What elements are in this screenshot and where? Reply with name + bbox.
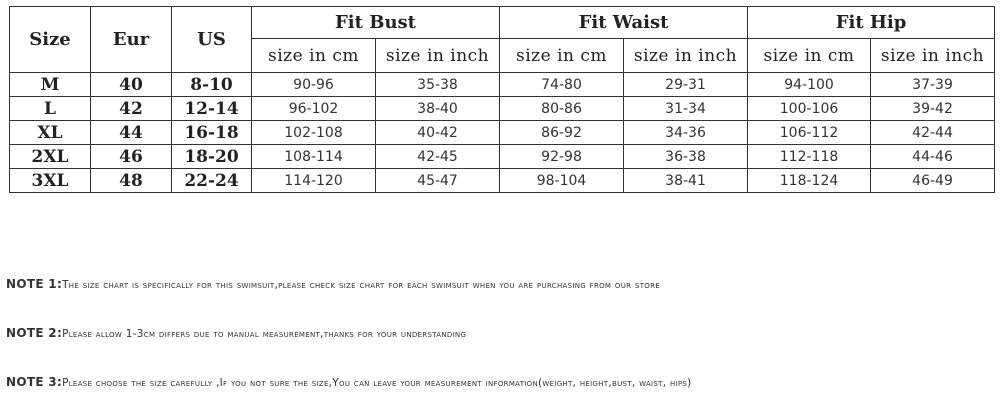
subheader-bust-inch: size in inch <box>376 39 500 73</box>
note-3 <box>6 375 692 389</box>
note-1 <box>6 277 660 291</box>
header-fit-hip: Fit Hip <box>748 7 995 39</box>
cell-waist-inch: 34-36 <box>624 121 748 145</box>
note-2-text: Please allow 1-3cm differs due to manual measurement,thanks for your understanding <box>62 328 467 340</box>
cell-hip-inch: 39-42 <box>871 97 995 121</box>
cell-hip-cm: 112-118 <box>748 145 871 169</box>
size-chart-table <box>9 6 995 193</box>
header-eur: Eur <box>91 7 172 73</box>
cell-waist-cm: 92-98 <box>500 145 624 169</box>
subheader-waist-inch: size in inch <box>624 39 748 73</box>
cell-eur: 42 <box>91 97 172 121</box>
cell-us: 8-10 <box>172 73 252 97</box>
cell-bust-cm: 114-120 <box>252 169 376 193</box>
note-2 <box>6 326 466 340</box>
cell-us: 18-20 <box>172 145 252 169</box>
cell-hip-inch: 37-39 <box>871 73 995 97</box>
cell-waist-inch: 38-41 <box>624 169 748 193</box>
cell-eur: 46 <box>91 145 172 169</box>
cell-hip-inch: 42-44 <box>871 121 995 145</box>
cell-bust-cm: 108-114 <box>252 145 376 169</box>
cell-waist-inch: 29-31 <box>624 73 748 97</box>
cell-size: L <box>10 97 91 121</box>
subheader-hip-inch: size in inch <box>871 39 995 73</box>
cell-eur: 48 <box>91 169 172 193</box>
cell-bust-cm: 96-102 <box>252 97 376 121</box>
table-header-row <box>10 7 995 39</box>
subheader-bust-cm: size in cm <box>252 39 376 73</box>
note-3-label: NOTE 3: <box>6 375 63 389</box>
cell-eur: 40 <box>91 73 172 97</box>
subheader-waist-cm: size in cm <box>500 39 624 73</box>
cell-us: 16-18 <box>172 121 252 145</box>
cell-size: 2XL <box>10 145 91 169</box>
cell-bust-cm: 90-96 <box>252 73 376 97</box>
cell-hip-cm: 106-112 <box>748 121 871 145</box>
cell-waist-cm: 74-80 <box>500 73 624 97</box>
cell-waist-cm: 80-86 <box>500 97 624 121</box>
cell-size: XL <box>10 121 91 145</box>
table-row <box>10 169 995 193</box>
cell-bust-inch: 45-47 <box>376 169 500 193</box>
cell-eur: 44 <box>91 121 172 145</box>
header-size: Size <box>10 7 91 73</box>
header-fit-waist: Fit Waist <box>500 7 748 39</box>
cell-waist-cm: 98-104 <box>500 169 624 193</box>
note-1-text: The size chart is specifically for this swimsuit,please check size chart for each swimsuit when you are purchasing from our store <box>62 279 660 291</box>
cell-hip-inch: 44-46 <box>871 145 995 169</box>
table-row <box>10 73 995 97</box>
cell-hip-inch: 46-49 <box>871 169 995 193</box>
cell-hip-cm: 118-124 <box>748 169 871 193</box>
note-3-text: Please choose the size carefully ,If you not sure the size,You can leave your measurement information(weight, height,bust, waist, hips) <box>62 377 692 389</box>
cell-size: M <box>10 73 91 97</box>
cell-bust-inch: 40-42 <box>376 121 500 145</box>
note-2-label: NOTE 2: <box>6 326 63 340</box>
cell-size: 3XL <box>10 169 91 193</box>
cell-waist-inch: 36-38 <box>624 145 748 169</box>
header-fit-bust: Fit Bust <box>252 7 500 39</box>
table-row <box>10 121 995 145</box>
table-row <box>10 97 995 121</box>
cell-us: 12-14 <box>172 97 252 121</box>
cell-bust-inch: 38-40 <box>376 97 500 121</box>
cell-bust-inch: 35-38 <box>376 73 500 97</box>
cell-bust-inch: 42-45 <box>376 145 500 169</box>
cell-bust-cm: 102-108 <box>252 121 376 145</box>
header-us: US <box>172 7 252 73</box>
note-1-label: NOTE 1: <box>6 277 63 291</box>
table-row <box>10 145 995 169</box>
cell-us: 22-24 <box>172 169 252 193</box>
cell-waist-inch: 31-34 <box>624 97 748 121</box>
cell-hip-cm: 94-100 <box>748 73 871 97</box>
cell-hip-cm: 100-106 <box>748 97 871 121</box>
subheader-hip-cm: size in cm <box>748 39 871 73</box>
cell-waist-cm: 86-92 <box>500 121 624 145</box>
